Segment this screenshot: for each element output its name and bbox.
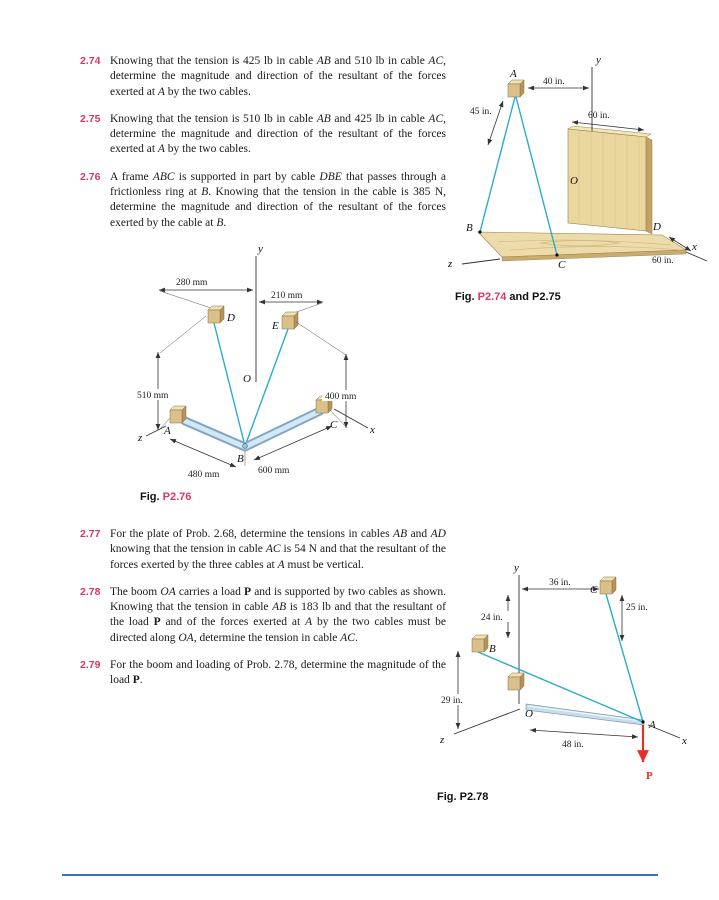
dim-label-60in-top: 60 in. <box>588 111 610 121</box>
point-label-a: A <box>164 425 171 437</box>
z-axis <box>454 709 520 734</box>
problem-list-bottom <box>80 527 446 701</box>
anchor-block-e <box>282 312 298 329</box>
problem-text: Knowing that the tension is 510 lb in cable AB and 425 lb in cable AC, determine the magnitude and direction of the resultant of the forces exerted at A by the two cables. <box>110 112 446 156</box>
fig74-drawing <box>440 46 715 288</box>
dim-label-24in: 24 in. <box>481 613 503 623</box>
y-axis-label: y <box>596 54 601 66</box>
figure-p278 <box>432 553 712 803</box>
x-axis-label: x <box>370 424 375 436</box>
dim-label-25in: 25 in. <box>626 603 648 613</box>
cable-db <box>214 323 245 446</box>
figure-p274-p275 <box>440 46 715 303</box>
cable-ac <box>516 97 557 255</box>
dim-label-400mm: 400 mm <box>325 392 357 402</box>
dim-line-48in <box>530 730 638 737</box>
caption-link: P2.74 <box>477 291 507 303</box>
load-label-p: P <box>646 770 653 782</box>
problem-number: 2.74 <box>80 55 101 67</box>
caption-prefix: Fig. <box>455 291 478 303</box>
dim-label-40in: 40 in. <box>543 77 565 87</box>
problem-text: For the plate of Prob. 2.68, determine the tensions in cables AB and AD knowing that the tension in cable AC is 54 N and that the resultant of the forces exerted by the three cables at A must be vertical. <box>110 528 446 571</box>
fig78-caption <box>437 791 712 803</box>
y-axis-label: y <box>514 562 519 574</box>
anchor-block-b <box>472 635 488 652</box>
dim-label-210mm: 210 mm <box>271 291 303 301</box>
fig78-drawing <box>432 553 712 789</box>
problem-number: 2.77 <box>80 528 101 540</box>
caption-prefix: Fig. P2.78 <box>437 791 489 803</box>
dim-line-600mm <box>254 426 332 460</box>
problem-2-79 <box>80 658 446 689</box>
dim-label-280mm: 280 mm <box>176 278 208 288</box>
problem-text: For the boom and loading of Prob. 2.78, determine the magnitude of the load P. <box>110 658 446 687</box>
problem-2-77 <box>80 527 446 573</box>
point-label-d: D <box>227 312 235 324</box>
figure-p276 <box>130 240 410 503</box>
anchor-block-a <box>508 80 524 97</box>
point-b <box>478 230 481 233</box>
x-axis-label: x <box>692 241 697 253</box>
problem-2-74 <box>80 54 446 100</box>
point-label-a: A <box>649 719 656 731</box>
anchor-block-d <box>208 306 224 323</box>
point-label-b: B <box>489 643 496 655</box>
point-a <box>641 720 644 723</box>
problem-text: Knowing that the tension is 425 lb in cable AB and 510 lb in cable AC, determine the magnitude and direction of the resultant of the forces exerted at A by the two cables. <box>110 55 446 98</box>
dim-label-480mm: 480 mm <box>188 470 220 480</box>
z-axis-label: z <box>440 734 445 746</box>
point-label-d: D <box>653 221 661 233</box>
fig74-caption <box>455 291 715 303</box>
y-axis-label: y <box>258 243 263 255</box>
point-label-o: O <box>570 175 578 187</box>
problem-number: 2.76 <box>80 170 101 183</box>
point-label-e: E <box>272 320 279 332</box>
anchor-block-c <box>600 577 616 594</box>
boom-highlight <box>528 706 642 721</box>
caption-link: P2.76 <box>162 491 192 503</box>
fig76-caption <box>140 491 410 503</box>
caption-suffix: and P2.75 <box>506 291 561 303</box>
problem-2-75 <box>80 112 446 158</box>
dim-label-510mm: 510 mm <box>137 391 169 401</box>
point-label-c: C <box>330 419 338 431</box>
dim-label-45in: 45 in. <box>470 107 492 117</box>
point-label-c: C <box>558 259 566 271</box>
fig76-drawing <box>130 240 410 487</box>
dim-label-600mm: 600 mm <box>258 466 290 476</box>
point-label-c: C <box>590 584 598 596</box>
problem-text: The boom OA carries a load P and is supported by two cables as shown. Knowing that the tension in cable AB is 183 lb and that the resultant of the load P and of the forces exerted at A by the two cables must be directed along OA, determine the tension in cable AC. <box>110 585 446 644</box>
x-axis-label: x <box>682 735 687 747</box>
x-axis <box>334 409 368 428</box>
cable-ac <box>606 594 643 722</box>
wood-wall <box>568 126 652 234</box>
problem-number: 2.79 <box>80 658 101 671</box>
guide-400-top <box>296 322 346 355</box>
z-axis-label: z <box>138 432 143 444</box>
problem-number: 2.78 <box>80 585 101 598</box>
guide-line-d <box>160 291 214 309</box>
anchor-block-o <box>508 673 524 690</box>
dim-label-29in: 29 in. <box>441 696 463 706</box>
z-axis <box>462 259 500 264</box>
x-axis <box>686 252 707 261</box>
point-c <box>555 253 558 256</box>
anchor-block-a <box>170 406 186 423</box>
z-axis-label: z <box>448 258 453 270</box>
z-axis <box>146 426 166 436</box>
problem-list-top <box>80 54 446 243</box>
x-axis <box>648 725 680 738</box>
caption-prefix: Fig. <box>140 491 163 503</box>
dim-label-36in: 36 in. <box>549 578 571 588</box>
point-label-b: B <box>237 453 244 465</box>
point-label-o: O <box>525 708 533 720</box>
point-label-o: O <box>243 373 251 385</box>
point-label-b: B <box>466 222 473 234</box>
dim-label-60in-bottom: 60 in. <box>652 256 674 266</box>
point-label-a: A <box>510 68 517 80</box>
problem-text: A frame ABC is supported in part by cable DBE that passes through a frictionless ring at B. Knowing that the tension in the cable is 385 N, determine the magnitude and direction of the resultant of the forces exerted by the cable at B. <box>110 170 446 229</box>
page-footer-rule <box>62 874 658 876</box>
ring-b <box>243 444 248 449</box>
problem-number: 2.75 <box>80 112 101 125</box>
guide-510-top <box>160 316 206 353</box>
problem-2-78 <box>80 585 446 646</box>
problem-2-76 <box>80 170 446 231</box>
dim-label-48in: 48 in. <box>562 740 584 750</box>
